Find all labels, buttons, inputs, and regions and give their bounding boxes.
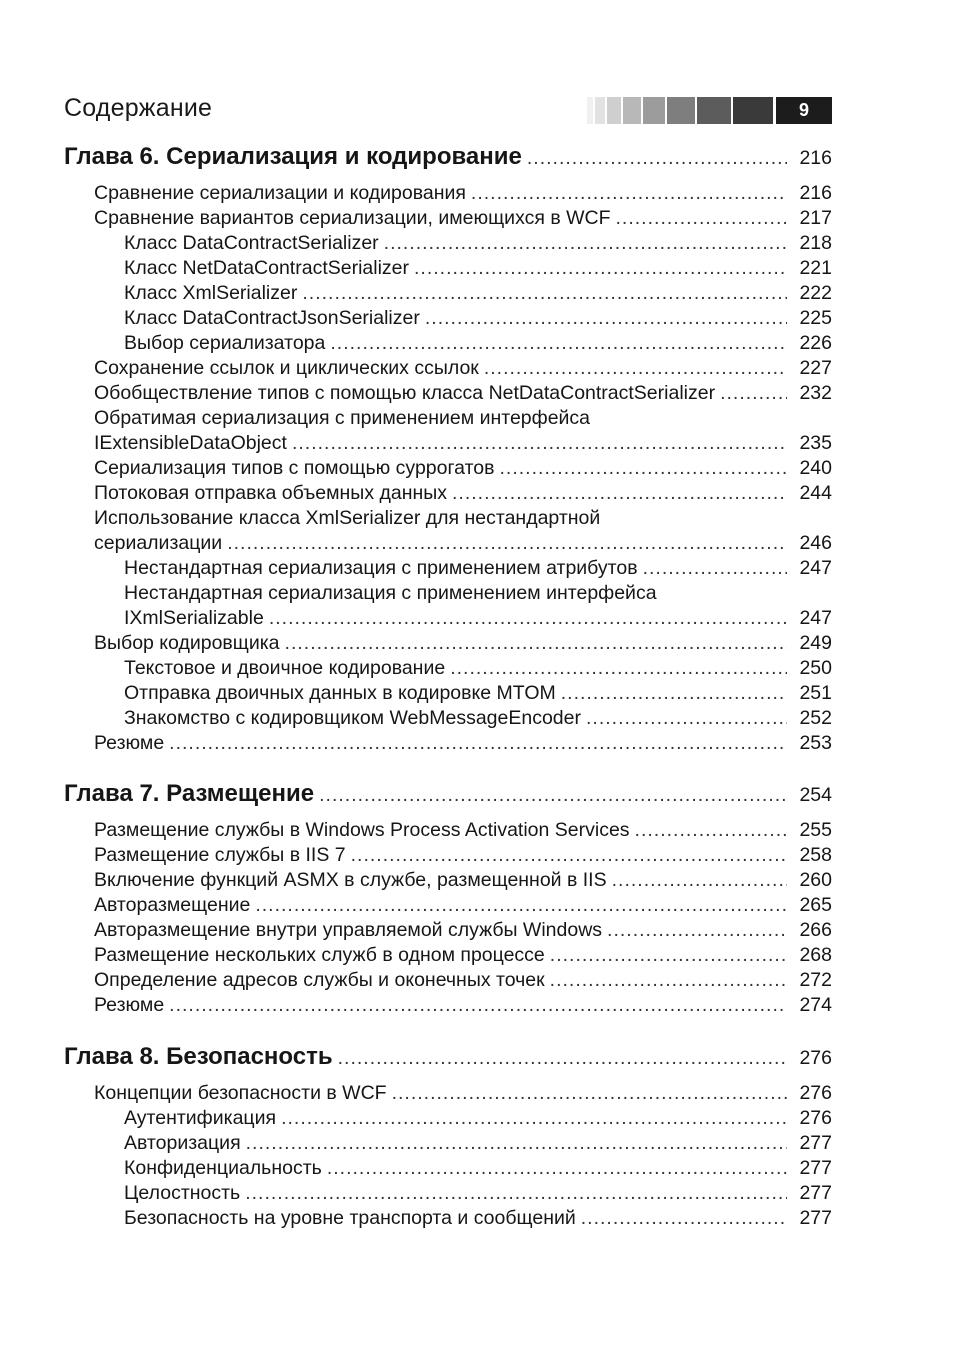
toc-entry[interactable] — [64, 531, 832, 556]
dot-leader — [384, 231, 787, 256]
page-ref: 240 — [799, 457, 832, 479]
entry-title: Включение функций ASMX в службе, размещенной в IIS — [94, 869, 607, 891]
entry-title: Безопасность на уровне транспорта и сообщений — [124, 1207, 576, 1229]
toc-entry[interactable] — [64, 356, 832, 381]
dot-leader — [169, 993, 787, 1018]
toc-entry[interactable] — [64, 1106, 832, 1131]
gradient-segment — [643, 97, 665, 124]
toc-entry[interactable] — [64, 256, 832, 281]
entry-title: Конфиденциальность — [124, 1157, 322, 1179]
entry-title: Класс DataContractSerializer — [124, 232, 379, 254]
dot-leader — [255, 893, 787, 918]
page-ref: 247 — [799, 557, 832, 579]
toc-entry[interactable] — [64, 331, 832, 356]
entry-title: Авторазмещение — [94, 894, 251, 916]
toc-entry[interactable] — [64, 481, 832, 506]
entry-title: Авторизация — [124, 1132, 241, 1154]
page-ref: 255 — [799, 819, 832, 841]
toc-entry[interactable] — [64, 431, 832, 456]
chapter-title: Глава 7. Размещение — [64, 780, 315, 807]
dot-leader — [338, 1043, 787, 1073]
page-ref: 244 — [799, 482, 832, 504]
toc-entry[interactable] — [64, 893, 832, 918]
entry-title: Выбор сериализатора — [124, 332, 326, 354]
entry-title: Потоковая отправка объемных данных — [94, 482, 448, 504]
page-ref: 218 — [799, 232, 832, 254]
page-ref: 217 — [799, 207, 832, 229]
entry-title: IXmlSerializable — [124, 607, 264, 629]
dot-leader — [351, 843, 787, 868]
page-ref: 272 — [799, 969, 832, 991]
page-ref: 250 — [799, 657, 832, 679]
entry-title: Размещение службы в Windows Process Activation Services — [94, 819, 630, 841]
toc-entry[interactable] — [64, 681, 832, 706]
entry-title: Резюме — [94, 732, 165, 754]
page-ref: 253 — [799, 732, 832, 754]
toc-entry-line1[interactable]: Использование класса XmlSerializer для нестандартной — [94, 507, 601, 529]
dot-leader — [581, 1206, 787, 1231]
dot-leader — [612, 868, 787, 893]
entry-title: Определение адресов службы и оконечных точек — [94, 969, 545, 991]
entry-title: сериализации — [94, 532, 223, 554]
gradient-segment — [697, 97, 731, 124]
entry-title: Размещение службы в IIS 7 — [94, 844, 346, 866]
dot-leader — [169, 731, 787, 756]
toc-entry[interactable] — [64, 456, 832, 481]
dot-leader — [616, 206, 787, 231]
page-ref: 266 — [799, 919, 832, 941]
page-ref: 252 — [799, 707, 832, 729]
toc-entry[interactable] — [64, 1206, 832, 1231]
dot-leader — [269, 606, 787, 631]
toc-entry[interactable] — [64, 556, 832, 581]
entry-title: Аутентификация — [124, 1107, 277, 1129]
dot-leader — [550, 968, 787, 993]
toc-entry-line1[interactable]: Обратимая сериализация с применением интерфейса — [94, 407, 591, 429]
page-ref: 277 — [799, 1182, 832, 1204]
entry-title: Выбор кодировщика — [94, 632, 280, 654]
toc-entry[interactable] — [64, 918, 832, 943]
entry-title: Отправка двоичных данных в кодировке MTOM — [124, 682, 556, 704]
dot-leader — [327, 1156, 787, 1181]
dot-leader — [285, 631, 787, 656]
dot-leader — [281, 1106, 787, 1131]
gradient-segment — [623, 97, 641, 124]
page-ref: 258 — [799, 844, 832, 866]
dot-leader — [607, 918, 787, 943]
entry-title: Сериализация типов с помощью суррогатов — [94, 457, 495, 479]
dot-leader — [561, 681, 787, 706]
toc-entry[interactable] — [64, 968, 832, 993]
toc-entry[interactable] — [64, 181, 832, 206]
toc-entry[interactable] — [64, 731, 832, 756]
chapter-title: Глава 8. Безопасность — [64, 1043, 333, 1070]
page-ref: 227 — [799, 357, 832, 379]
dot-leader — [500, 456, 787, 481]
entry-title: Сохранение ссылок и циклических ссылок — [94, 357, 479, 379]
page-ref: 277 — [799, 1157, 832, 1179]
toc-entry[interactable] — [64, 868, 832, 893]
dot-leader — [302, 281, 787, 306]
dot-leader — [319, 780, 787, 810]
dot-leader — [392, 1081, 787, 1106]
entry-title: Класс NetDataContractSerializer — [124, 257, 410, 279]
entry-title: Класс DataContractJsonSerializer — [124, 307, 420, 329]
dot-leader — [227, 531, 787, 556]
page-ref: 225 — [799, 307, 832, 329]
page-ref: 222 — [799, 282, 832, 304]
toc-entry[interactable] — [64, 943, 832, 968]
toc-entry[interactable] — [64, 843, 832, 868]
page-ref: 274 — [799, 994, 832, 1016]
dot-leader — [720, 381, 787, 406]
toc-entry[interactable] — [64, 231, 832, 256]
page-ref: 216 — [799, 147, 832, 169]
entry-title: Сравнение вариантов сериализации, имеющихся в WCF — [94, 207, 611, 229]
entry-title: Текстовое и двоичное кодирование — [124, 657, 446, 679]
chapter-heading[interactable] — [64, 142, 832, 173]
toc-entry[interactable] — [64, 281, 832, 306]
gradient-segment — [607, 97, 621, 124]
dot-leader — [586, 706, 787, 731]
gradient-segment — [587, 97, 593, 124]
dot-leader — [414, 256, 787, 281]
entry-title: Знакомство с кодировщиком WebMessageEncoder — [124, 707, 581, 729]
dot-leader — [550, 943, 787, 968]
chapter-title: Глава 6. Сериализация и кодирование — [64, 143, 522, 170]
dot-leader — [484, 356, 787, 381]
toc-entry[interactable] — [64, 1156, 832, 1181]
dot-leader — [330, 331, 787, 356]
page-ref: 232 — [799, 382, 832, 404]
chapter-heading[interactable] — [64, 779, 832, 810]
toc-entry[interactable] — [64, 656, 832, 681]
entry-title: IExtensibleDataObject — [94, 432, 287, 454]
dot-leader — [452, 481, 787, 506]
toc-entry[interactable] — [64, 206, 832, 231]
gradient-segment — [595, 97, 605, 124]
toc-entry[interactable] — [64, 1131, 832, 1156]
entry-title: Нестандартная сериализация с применением атрибутов — [124, 557, 638, 579]
dot-leader — [527, 143, 787, 173]
page-ref: 221 — [799, 257, 832, 279]
page-ref: 277 — [799, 1207, 832, 1229]
dot-leader — [643, 556, 787, 581]
toc-entry[interactable] — [64, 631, 832, 656]
header-gradient-bar — [585, 97, 832, 124]
entry-title: Целостность — [124, 1182, 241, 1204]
toc-entry[interactable] — [64, 993, 832, 1018]
gradient-segment — [667, 97, 695, 124]
page-ref: 247 — [799, 607, 832, 629]
entry-title: Размещение нескольких служб в одном процессе — [94, 944, 545, 966]
toc-entry[interactable] — [64, 381, 832, 406]
toc-entry[interactable] — [64, 306, 832, 331]
dot-leader — [450, 656, 787, 681]
page-ref: 276 — [799, 1107, 832, 1129]
toc-entry[interactable] — [64, 606, 832, 631]
page-ref: 268 — [799, 944, 832, 966]
toc-entry[interactable] — [64, 1181, 832, 1206]
entry-title: Класс XmlSerializer — [124, 282, 298, 304]
page-ref: 249 — [799, 632, 832, 654]
page-title: Содержание — [64, 94, 213, 122]
page-ref: 216 — [799, 182, 832, 204]
page-number: 9 — [776, 97, 832, 124]
entry-title: Обобществление типов с помощью класса NetDataContractSerializer — [94, 382, 716, 404]
dot-leader — [471, 181, 787, 206]
gradient-segment — [733, 97, 773, 124]
entry-title: Резюме — [94, 994, 165, 1016]
dot-leader — [245, 1181, 787, 1206]
page-ref: 251 — [799, 682, 832, 704]
page-ref: 226 — [799, 332, 832, 354]
page-ref: 277 — [799, 1132, 832, 1154]
toc-entry[interactable] — [64, 1081, 832, 1106]
dot-leader — [425, 306, 787, 331]
page-ref: 260 — [799, 869, 832, 891]
page-ref: 276 — [799, 1082, 832, 1104]
page-header — [64, 92, 832, 126]
toc-entry[interactable] — [64, 706, 832, 731]
toc-entry-line1[interactable]: Нестандартная сериализация с применением интерфейса — [124, 582, 657, 604]
page-ref: 265 — [799, 894, 832, 916]
page-ref: 246 — [799, 532, 832, 554]
dot-leader — [246, 1131, 787, 1156]
dot-leader — [292, 431, 787, 456]
entry-title: Авторазмещение внутри управляемой службы Windows — [94, 919, 603, 941]
entry-title: Сравнение сериализации и кодирования — [94, 182, 466, 204]
chapter-heading[interactable] — [64, 1042, 832, 1073]
page-ref: 235 — [799, 432, 832, 454]
entry-title: Концепции безопасности в WCF — [94, 1082, 387, 1104]
dot-leader — [635, 818, 787, 843]
page-ref: 276 — [799, 1047, 832, 1069]
toc-entry[interactable] — [64, 818, 832, 843]
page-ref: 254 — [799, 784, 832, 806]
